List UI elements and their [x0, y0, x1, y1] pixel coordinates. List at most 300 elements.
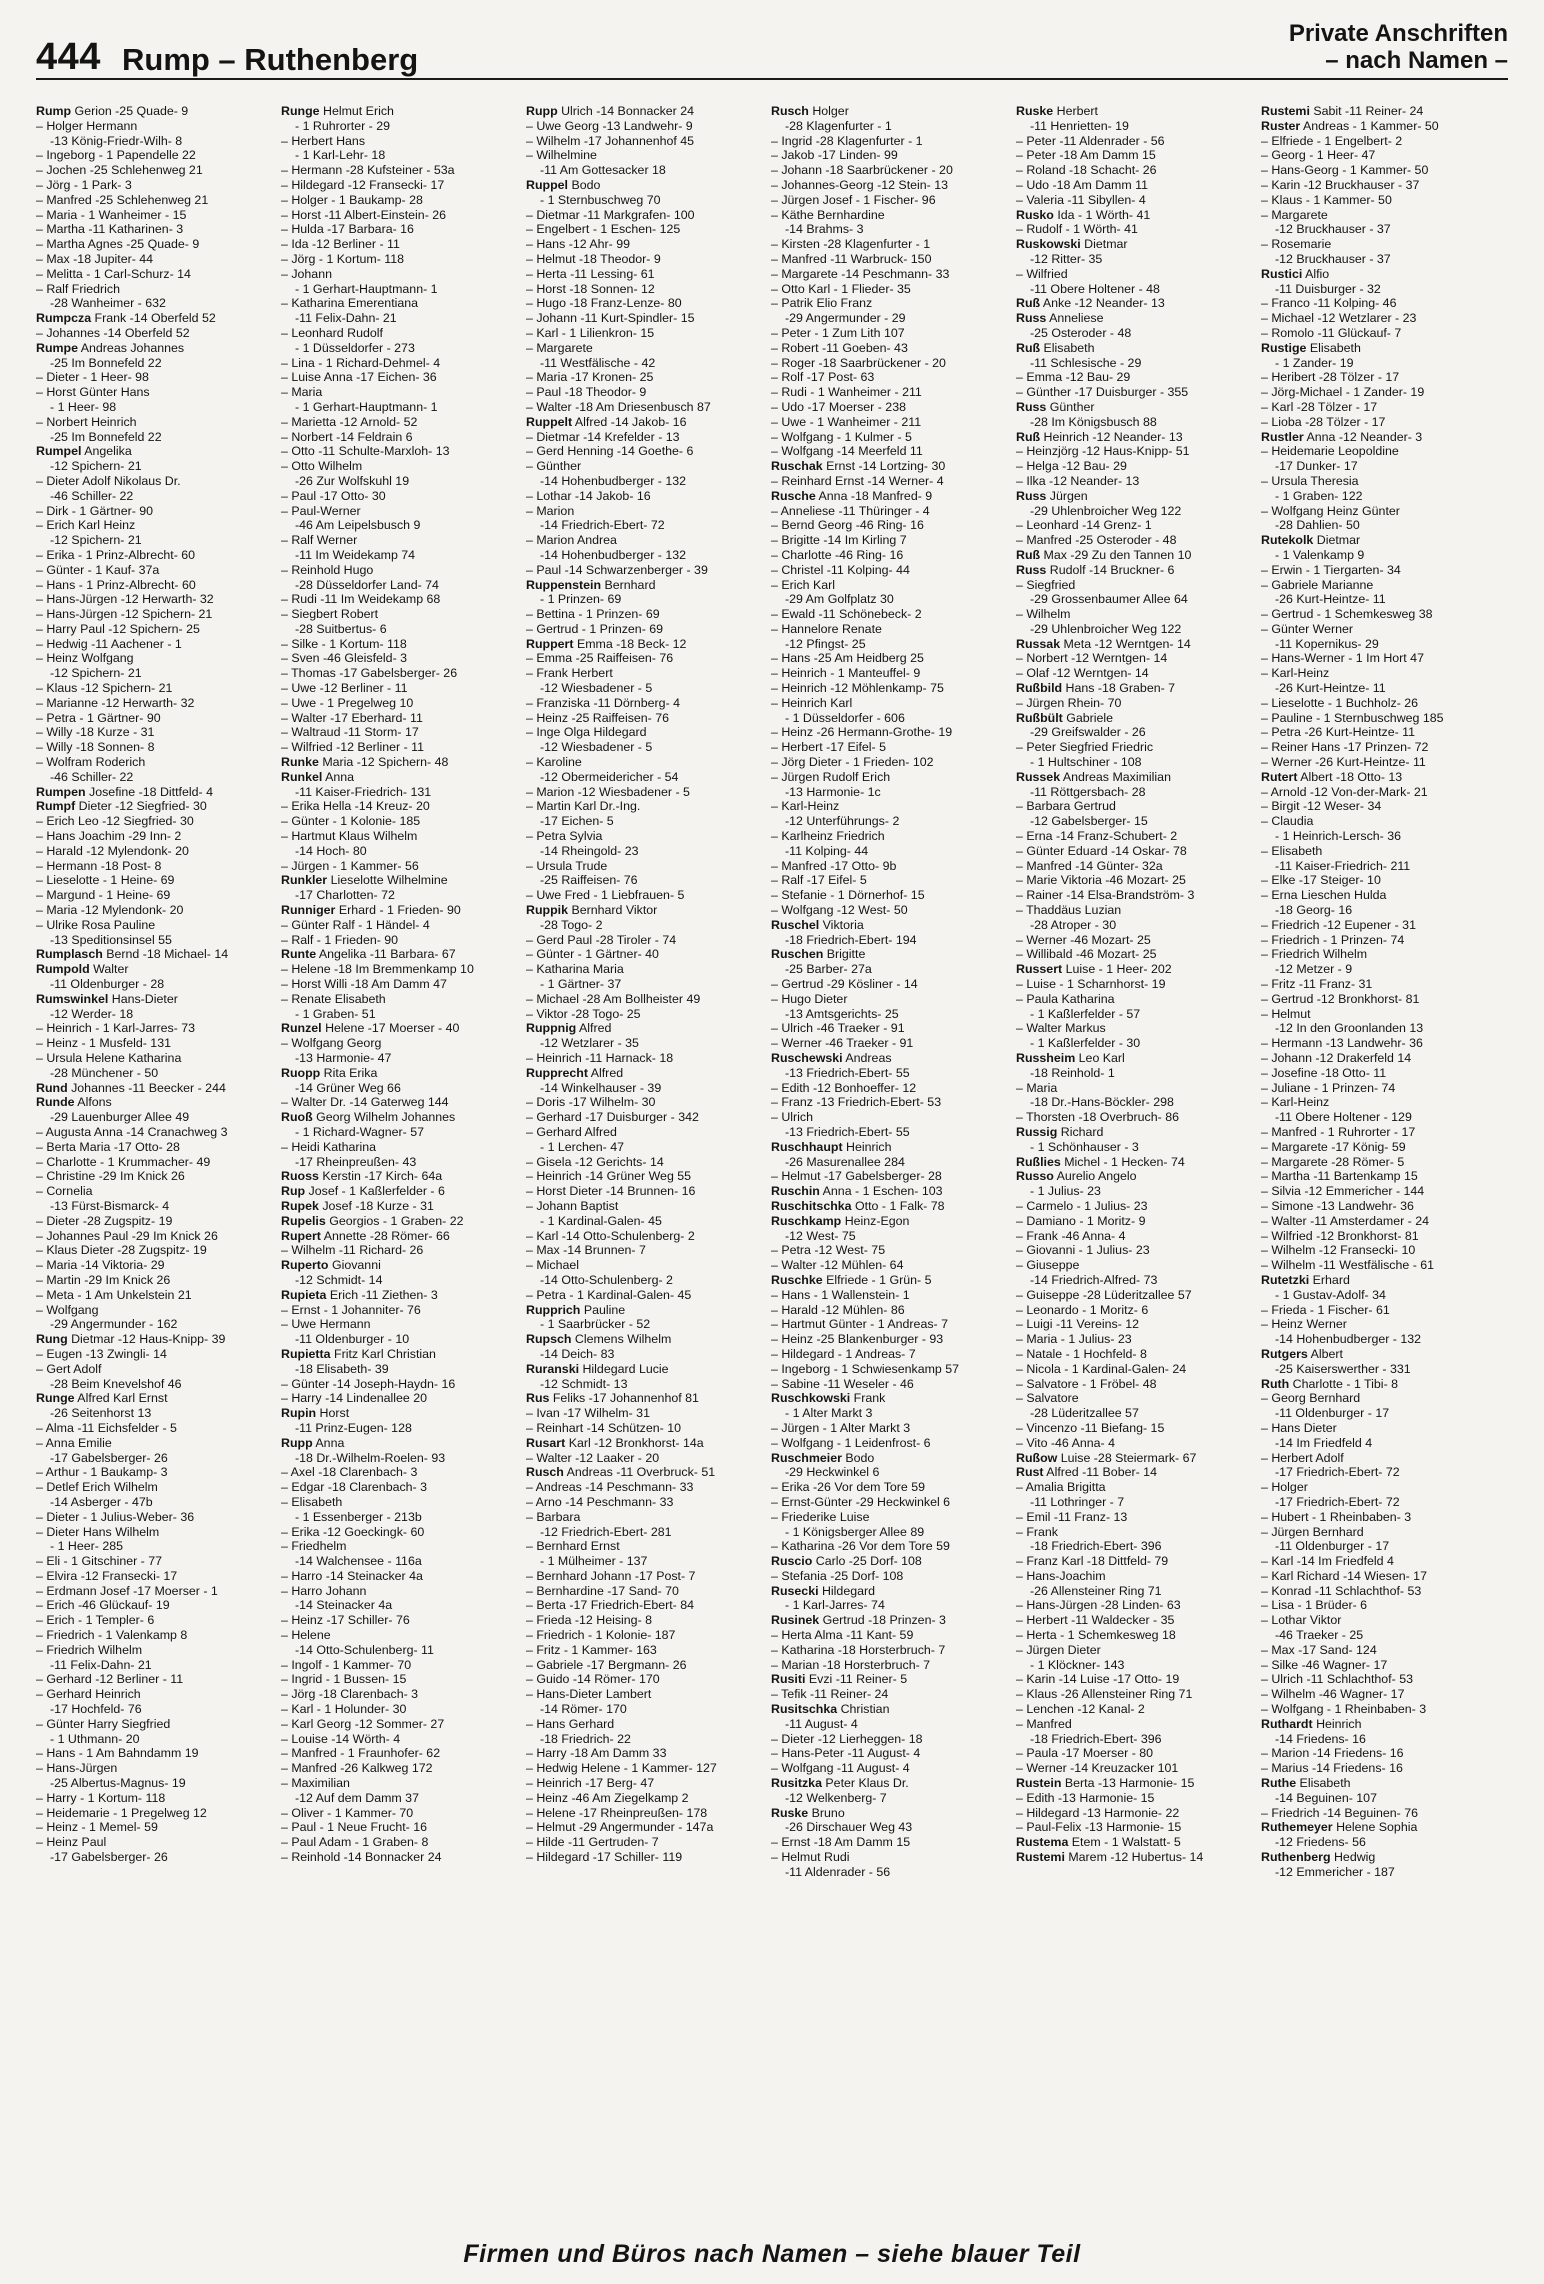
directory-entry: – Siegfried: [1016, 577, 1076, 592]
directory-entry: Russ Anneliese: [1016, 311, 1104, 326]
directory-entry: - 1 Heinrich-Lersch- 36: [1275, 829, 1402, 844]
directory-entry: – Wolfgang Georg: [281, 1036, 382, 1051]
directory-entry: – Charlotte -46 Ring- 16: [771, 547, 904, 562]
directory-entry: - 1 Mülheimer - 137: [540, 1554, 648, 1569]
directory-entry: – Rolf -17 Post- 63: [771, 370, 875, 385]
directory-entry: – Herbert Adolf: [1261, 1450, 1344, 1465]
directory-entry: – Patrik Elio Franz: [771, 296, 873, 311]
directory-entry: -29 Uhlenbroicher Weg 122: [1030, 621, 1182, 636]
directory-entry: -11 Prinz-Eugen- 128: [295, 1420, 412, 1435]
directory-entry: -13 Harmonie- 47: [295, 1051, 392, 1065]
directory-entry: – Harry - 1 Kortum- 118: [36, 1790, 166, 1805]
surname: Rupek: [281, 1198, 319, 1213]
directory-entry: Russ Rudolf -14 Bruckner- 6: [1016, 562, 1175, 577]
directory-entry: -14 Beguinen- 107: [1275, 1790, 1377, 1805]
directory-entry: Ruschitschka Otto - 1 Falk- 78: [771, 1198, 945, 1213]
directory-entry: – Wolfgang -14 Meerfeld 11: [771, 444, 923, 459]
surname: Ruscio: [771, 1554, 813, 1569]
directory-entry: – Dietmar -14 Krefelder - 13: [526, 429, 680, 444]
directory-entry: -25 Albertus-Magnus- 19: [50, 1776, 186, 1791]
directory-entry: Rumpcza Frank -14 Oberfeld 52: [36, 311, 216, 326]
directory-entry: – Heinz Paul: [36, 1835, 107, 1850]
directory-entry: - 1 Königsberger Allee 89: [785, 1524, 925, 1539]
directory-entry: – Jürgen Rudolf Erich: [771, 769, 891, 784]
directory-entry: – Norbert -14 Feldrain 6: [281, 429, 413, 444]
directory-entry: – Walter -18 Am Driesenbusch 87: [526, 399, 711, 414]
surname: Rußow: [1016, 1450, 1058, 1465]
directory-entry: – Dieter Hans Wilhelm: [36, 1524, 160, 1539]
directory-entry: – Marie Viktoria -46 Mozart- 25: [1016, 873, 1186, 888]
directory-entry: - 1 Zander- 19: [1275, 355, 1354, 370]
directory-entry: Ruskowski Dietmar: [1016, 237, 1128, 252]
directory-entry: – Wolfgang - 1 Rheinbaben- 3: [1261, 1702, 1427, 1717]
directory-entry: Rutert Albert -18 Otto- 13: [1261, 769, 1403, 784]
surname: Russheim: [1016, 1051, 1076, 1065]
directory-entry: – Ursula Theresia: [1261, 473, 1359, 488]
directory-entry: – Hedwig -11 Aachener - 1: [36, 636, 182, 651]
directory-entry: – Heinz -26 Hermann-Grothe- 19: [771, 725, 953, 740]
directory-entry: -28 Suitbertus- 6: [295, 621, 387, 636]
directory-entry: – Franz -13 Friedrich-Ebert- 53: [771, 1095, 942, 1110]
directory-entry: – Maria: [1016, 1080, 1058, 1095]
directory-entry: Ruß Elisabeth: [1016, 340, 1095, 355]
surname: Ruschhaupt: [771, 1139, 843, 1154]
surname: Ruperto: [281, 1258, 329, 1273]
directory-entry: -29 Am Golfplatz 30: [785, 592, 894, 607]
directory-entry: -28 Düsseldorfer Land- 74: [295, 577, 439, 592]
directory-entry: – Manfred - 1 Ruhrorter - 17: [1261, 1124, 1416, 1139]
directory-entry: – Guido -14 Römer- 170: [526, 1672, 660, 1687]
surname: Ruschel: [771, 917, 820, 932]
directory-entry: - 1 Graben- 51: [295, 1006, 376, 1021]
directory-entry: - 1 Gerhart-Hauptmann- 1: [295, 399, 438, 414]
directory-entry: – Arnold -12 Von-der-Mark- 21: [1261, 784, 1428, 799]
directory-entry: – Bernhard Ernst: [526, 1539, 620, 1554]
surname: Ruschke: [771, 1272, 823, 1287]
directory-entry: – Lenchen -12 Kanal- 2: [1016, 1702, 1145, 1717]
directory-entry: -14 Grüner Weg 66: [295, 1080, 401, 1095]
header-rule: [36, 78, 1508, 80]
directory-entry: – Peter -18 Am Damm 15: [1016, 148, 1156, 163]
directory-entry: – Marianne -12 Herwarth- 32: [36, 695, 195, 710]
surname: Ruske: [1016, 104, 1054, 118]
directory-entry: – Rudi -11 Im Weidekamp 68: [281, 592, 441, 607]
directory-entry: – Uwe Hermann: [281, 1317, 371, 1332]
directory-entry: Ruoss Kerstin -17 Kirch- 64a: [281, 1169, 443, 1184]
directory-entry: Ruthenberg Hedwig: [1261, 1850, 1376, 1865]
surname: Ruschin: [771, 1184, 820, 1199]
directory-entry: – Hugo Dieter: [771, 991, 848, 1006]
directory-entry: – Herta -11 Lessing- 61: [526, 266, 655, 281]
directory-entry: – Hans Joachim -29 Inn- 2: [36, 829, 182, 844]
surname: Rumpel: [36, 444, 82, 459]
directory-entry: – Frank: [1016, 1524, 1059, 1539]
directory-entry: – Wolfgang - 1 Kulmer - 5: [771, 429, 912, 444]
directory-entry: – Michael: [526, 1258, 580, 1273]
directory-entry: – Maximilian: [281, 1776, 350, 1791]
directory-entry: -17 Friedrich-Ebert- 72: [1275, 1494, 1400, 1509]
directory-entry: – Norbert Heinrich: [36, 414, 137, 429]
surname: Rumpold: [36, 962, 90, 977]
directory-entry: -28 Wanheimer - 632: [50, 296, 166, 311]
directory-entry: – Friedrich -12 Eupener - 31: [1261, 917, 1416, 932]
directory-entry: – Karl - 1 Lilienkron- 15: [526, 325, 655, 340]
directory-entry: -26 Zur Wolfskuhl 19: [295, 473, 410, 488]
directory-entry: – Paula Katharina: [1016, 991, 1115, 1006]
directory-entry: -11 Kaiser-Friedrich- 131: [295, 784, 432, 799]
directory-entry: – Paul-Werner: [281, 503, 361, 518]
directory-entry: – Heinzjörg -12 Haus-Knipp- 51: [1016, 444, 1190, 459]
directory-entry: – Hans-Georg - 1 Kammer- 50: [1261, 163, 1429, 178]
directory-entry: – Werner -26 Kurt-Heintze- 11: [1261, 755, 1426, 770]
directory-entry: – Margarete: [526, 340, 593, 355]
surname: Rusiti: [771, 1672, 806, 1687]
directory-entry: – Harry -14 Lindenallee 20: [281, 1391, 428, 1406]
directory-entry: – Konrad -11 Schlachthof- 53: [1261, 1583, 1422, 1598]
directory-entry: -46 Am Leipelsbusch 9: [295, 518, 421, 533]
surname: Rutert: [1261, 769, 1298, 784]
directory-entry: -14 Friedrich-Alfred- 73: [1030, 1272, 1158, 1287]
directory-entry: – Oliver - 1 Kammer- 70: [281, 1805, 414, 1820]
surname: Ruschkowski: [771, 1391, 851, 1406]
directory-entry: - 1 Heer- 98: [50, 399, 117, 414]
surname: Rupieta: [281, 1287, 327, 1302]
directory-entry: Rung Dietmar -12 Haus-Knipp- 39: [36, 1332, 226, 1347]
directory-entry: – Maria -12 Mylendonk- 20: [36, 903, 184, 918]
surname: Ruppel: [526, 177, 568, 192]
directory-entry: – Dietmar -11 Markgrafen- 100: [526, 207, 695, 222]
directory-entry: – Paul Adam - 1 Graben- 8: [281, 1835, 429, 1850]
directory-entry: – Walter -12 Mühlen- 64: [771, 1258, 904, 1273]
directory-entry: – Ulrich: [771, 1110, 813, 1125]
directory-entry: – Wolfgang -12 West- 50: [771, 903, 908, 918]
directory-entry: – Gertrud - 1 Schemkesweg 38: [1261, 607, 1433, 622]
directory-entry: – Otto -11 Schulte-Marxloh- 13: [281, 444, 450, 459]
directory-entry: Ruscio Carlo -25 Dorf- 108: [771, 1554, 922, 1569]
directory-entry: – Salvatore: [1016, 1391, 1079, 1406]
directory-entry: – Willy -18 Kurze - 31: [36, 725, 155, 740]
directory-entry: Ruperto Giovanni: [281, 1258, 381, 1273]
directory-entry: – Paul - 1 Neue Frucht- 16: [281, 1820, 428, 1835]
surname: Russak: [1016, 636, 1061, 651]
directory-entry: – Lioba -28 Tölzer - 17: [1261, 414, 1386, 429]
directory-entry: - 1 Sternbuschweg 70: [540, 192, 661, 207]
directory-entry: – Helene -18 Im Bremmenkamp 10: [281, 962, 474, 977]
directory-entry: – Günther -17 Duisburger - 355: [1016, 385, 1189, 400]
directory-entry: -13 Friedrich-Ebert- 55: [785, 1124, 910, 1139]
directory-entry: – Hans - 1 Wallenstein- 1: [771, 1287, 910, 1302]
directory-entry: – Gabriele Marianne: [1261, 577, 1374, 592]
directory-entry: – Johann -11 Kurt-Spindler- 15: [526, 311, 695, 326]
directory-entry: – Jürgen Dieter: [1016, 1642, 1101, 1657]
directory-entry: – Juliane - 1 Prinzen- 74: [1261, 1080, 1396, 1095]
directory-entry: – Horst -18 Sonnen- 12: [526, 281, 655, 296]
directory-entry: – Karl Richard -14 Wiesen- 17: [1261, 1568, 1427, 1583]
directory-entry: Ruschmeier Bodo: [771, 1450, 875, 1465]
directory-entry: -28 Beim Knevelshof 46: [50, 1376, 182, 1391]
directory-entry: – Klaus - 1 Kammer- 50: [1261, 192, 1392, 207]
directory-entry: – Erich - 1 Templer- 6: [36, 1613, 155, 1628]
directory-entry: Ruppelt Alfred -14 Jakob- 16: [526, 414, 687, 429]
directory-entry: Ruster Andreas - 1 Kammer- 50: [1261, 118, 1439, 133]
directory-entry: – Jörg Dieter - 1 Frieden- 102: [771, 755, 934, 770]
directory-entry: – Franco -11 Kolping- 46: [1261, 296, 1397, 311]
directory-entry: Rumswinkel Hans-Dieter: [36, 991, 178, 1006]
directory-entry: – Erna Lieschen Hulda: [1261, 888, 1387, 903]
directory-entry: – Hulda -17 Barbara- 16: [281, 222, 414, 237]
directory-entry: -14 Römer- 170: [540, 1702, 627, 1717]
directory-entry: Rupp Ulrich -14 Bonnacker 24: [526, 104, 695, 118]
directory-entry: -11 Lothringer - 7: [1030, 1494, 1125, 1509]
directory-entry: – Heinz - 1 Memel- 59: [36, 1820, 158, 1835]
directory-entry: – Sven -46 Gleisfeld- 3: [281, 651, 408, 666]
directory-entry: -18 Friedrich-Ebert- 396: [1030, 1539, 1162, 1554]
directory-entry: – Hans-Jürgen: [36, 1761, 118, 1776]
directory-entry: - 1 Heer- 285: [50, 1539, 124, 1554]
directory-entry: – Hermann -13 Landwehr- 36: [1261, 1036, 1423, 1051]
directory-entry: – Jörg - 1 Park- 3: [36, 177, 132, 192]
directory-entry: - 1 Julius- 23: [1030, 1184, 1101, 1199]
directory-entry: – Herta - 1 Schemkesweg 18: [1016, 1628, 1176, 1643]
directory-entry: – Ulrich -11 Schlachthof- 53: [1261, 1672, 1413, 1687]
directory-entry: -17 Eichen- 5: [540, 814, 614, 829]
directory-entry: -46 Traeker - 25: [1275, 1628, 1364, 1643]
directory-entry: – Friedrich - 1 Valenkamp 8: [36, 1628, 188, 1643]
directory-entry: – Heinrich Karl: [771, 695, 853, 710]
directory-entry: -12 Auf dem Damm 37: [295, 1790, 419, 1805]
directory-entry: Rumpen Josefine -18 Dittfeld- 4: [36, 784, 213, 799]
directory-entry: – Helene: [281, 1628, 331, 1643]
directory-entry: – Hans-Peter -11 August- 4: [771, 1746, 921, 1761]
directory-entry: -11 Felix-Dahn- 21: [50, 1657, 152, 1672]
directory-column-4: [771, 104, 1016, 2232]
directory-entry: – Frieda -12 Heising- 8: [526, 1613, 653, 1628]
directory-entry: – Berta -17 Friedrich-Ebert- 84: [526, 1598, 695, 1613]
surname: Rußlies: [1016, 1154, 1061, 1169]
directory-entry: – Vito -46 Anna- 4: [1016, 1435, 1115, 1450]
directory-entry: – Emil -11 Franz- 13: [1016, 1509, 1128, 1524]
directory-entry: – Manfred -14 Günter- 32a: [1016, 858, 1163, 873]
directory-entry: Rustici Alfio: [1261, 266, 1330, 281]
directory-entry: Rupp Anna: [281, 1435, 345, 1450]
directory-entry: Runniger Erhard - 1 Frieden- 90: [281, 903, 461, 918]
directory-entry: – Bernd Georg -46 Ring- 16: [771, 518, 924, 533]
directory-entry: Ruth Charlotte - 1 Tibi- 8: [1261, 1376, 1399, 1391]
directory-entry: – Barbara Gertrud: [1016, 799, 1116, 814]
surname: Rup: [281, 1184, 306, 1199]
directory-entry: – Petra Sylvia: [526, 829, 603, 844]
directory-entry: – Holger: [1261, 1480, 1308, 1495]
directory-entry: -11 Felix-Dahn- 21: [295, 311, 397, 326]
directory-entry: Runge Helmut Erich: [281, 104, 394, 118]
directory-entry: – Erich Karl Heinz: [36, 518, 136, 533]
directory-entry: – Rudi - 1 Wanheimer - 211: [771, 385, 922, 400]
directory-entry: Ruschen Brigitte: [771, 947, 866, 962]
directory-entry: - 1 Düsseldorfer - 606: [785, 710, 905, 725]
directory-entry: - 1 Valenkamp 9: [1275, 547, 1365, 562]
directory-entry: – Martin Karl Dr.-Ing.: [526, 799, 641, 814]
directory-entry: – Barbara: [526, 1509, 581, 1524]
directory-entry: Ruppik Bernhard Viktor: [526, 903, 658, 918]
directory-entry: – Marietta -12 Arnold- 52: [281, 414, 418, 429]
surname: Rumpcza: [36, 311, 92, 326]
directory-entry: – Hugo -18 Franz-Lenze- 80: [526, 296, 682, 311]
directory-entry: - 1 Saarbrücker - 52: [540, 1317, 651, 1332]
directory-entry: – Erika -26 Vor dem Tore 59: [771, 1480, 926, 1495]
surname: Ruppelt: [526, 414, 573, 429]
directory-entry: – Hans-Jürgen -12 Herwarth- 32: [36, 592, 214, 607]
directory-entry: Runzel Helene -17 Moerser - 40: [281, 1021, 460, 1036]
directory-entry: – Uwe Georg -13 Landwehr- 9: [526, 118, 693, 133]
directory-entry: – Arno -14 Peschmann- 33: [526, 1494, 674, 1509]
directory-entry: Rusiti Evzi -11 Reiner- 5: [771, 1672, 908, 1687]
directory-entry: -12 Schmidt- 13: [540, 1376, 628, 1391]
directory-entry: – Paul -18 Theodor- 9: [526, 385, 647, 400]
directory-entry: – Katharina Emerentiana: [281, 296, 419, 311]
directory-entry: – Siegbert Robert: [281, 607, 379, 622]
directory-entry: Rusart Karl -12 Bronkhorst- 14a: [526, 1435, 704, 1450]
directory-entry: -25 Raiffeisen- 76: [540, 873, 638, 888]
directory-entry: -18 Friedrich- 22: [540, 1731, 631, 1746]
directory-entry: -13 Amtsgerichts- 25: [785, 1006, 899, 1021]
directory-entry: – Margund - 1 Heine- 69: [36, 888, 171, 903]
directory-entry: – Günther: [526, 459, 582, 474]
directory-entry: -25 Osteroder - 48: [1030, 325, 1132, 340]
directory-entry: – Hans-Dieter Lambert: [526, 1687, 652, 1702]
directory-entry: – Dieter - 1 Julius-Weber- 36: [36, 1509, 195, 1524]
directory-entry: – Karl - 1 Holunder- 30: [281, 1702, 407, 1717]
directory-entry: -11 Duisburger - 32: [1275, 281, 1381, 296]
directory-entry: – Willy -18 Sonnen- 8: [36, 740, 155, 755]
directory-entry: - 1 Kaßlerfelder - 30: [1030, 1036, 1141, 1051]
directory-entry: -25 Im Bonnefeld 22: [50, 355, 162, 370]
directory-entry: Russak Meta -12 Werntgen- 14: [1016, 636, 1191, 651]
directory-entry: – Luigi -11 Vereins- 12: [1016, 1317, 1140, 1332]
directory-entry: -29 Grossenbaumer Allee 64: [1030, 592, 1188, 607]
directory-entry: Rupieta Erich -11 Ziethen- 3: [281, 1287, 438, 1302]
directory-entry: – Uwe -12 Berliner - 11: [281, 681, 408, 696]
surname: Rupprecht: [526, 1065, 588, 1080]
directory-entry: -26 Kurt-Heintze- 11: [1275, 592, 1386, 607]
directory-entry: – Harry Paul -12 Spichern- 25: [36, 621, 200, 636]
directory-entry: -14 Friedrich-Ebert- 72: [540, 518, 665, 533]
directory-entry: – Erna -14 Franz-Schubert- 2: [1016, 829, 1178, 844]
directory-entry: -11 Aldenrader - 56: [785, 1864, 891, 1879]
directory-entry: -14 Hohenbudberger - 132: [540, 547, 687, 562]
directory-entry: Rusitzka Peter Klaus Dr.: [771, 1776, 909, 1791]
directory-entry: Ruranski Hildegard Lucie: [526, 1361, 669, 1376]
directory-entry: – Andreas -14 Peschmann- 33: [526, 1480, 694, 1495]
directory-entry: – Stefania -25 Dorf- 108: [771, 1568, 904, 1583]
directory-entry: – Marian -18 Horsterbruch- 7: [771, 1657, 931, 1672]
surname: Ruthenberg: [1261, 1850, 1331, 1865]
directory-entry: – Hans-Joachim: [1016, 1568, 1106, 1583]
directory-entry: – Georg - 1 Heer- 47: [1261, 148, 1376, 163]
directory-entry: -12 Werder- 18: [50, 1006, 134, 1021]
directory-entry: – Helmut -29 Angermunder - 147a: [526, 1820, 714, 1835]
directory-entry: – Wilfried -12 Berliner - 11: [281, 740, 424, 755]
directory-entry: Ruthardt Heinrich: [1261, 1716, 1362, 1731]
directory-entry: -29 Uhlenbroicher Weg 122: [1030, 503, 1182, 518]
directory-entry: - 1 Klöckner- 143: [1030, 1657, 1125, 1672]
directory-entry: – Uwe Fred - 1 Liebfrauen- 5: [526, 888, 685, 903]
directory-entry: – Martha -11 Bartenkamp 15: [1261, 1169, 1418, 1184]
directory-entry: -11 Kolping- 44: [785, 843, 869, 858]
directory-entry: – Heinrich -17 Berg- 47: [526, 1776, 655, 1791]
directory-entry: – Michael -12 Wetzlarer - 23: [1261, 311, 1417, 326]
directory-entry: Russert Luise - 1 Heer- 202: [1016, 962, 1172, 977]
directory-entry: – Tefik -11 Reiner- 24: [771, 1687, 889, 1702]
directory-entry: – Gisela -12 Gerichts- 14: [526, 1154, 664, 1169]
directory-entry: – Hartmut Günter - 1 Andreas- 7: [771, 1317, 948, 1332]
directory-entry: – Thorsten -18 Overbruch- 86: [1016, 1110, 1179, 1125]
surname: Rupsch: [526, 1332, 572, 1347]
surname: Rustici: [1261, 266, 1303, 281]
directory-entry: – Claudia: [1261, 814, 1314, 829]
directory-entry: – Ralf Werner: [281, 533, 358, 548]
surname: Rumpen: [36, 784, 86, 799]
directory-entry: – Heinz -25 Raiffeisen- 76: [526, 710, 670, 725]
directory-entry: – Holger Hermann: [36, 118, 138, 133]
surname: Rump: [36, 104, 72, 118]
directory-entry: Rußlies Michel - 1 Hecken- 74: [1016, 1154, 1185, 1169]
directory-entry: – Leonardo - 1 Moritz- 6: [1016, 1302, 1149, 1317]
directory-entry: – Manfred: [1016, 1716, 1072, 1731]
directory-entry: – Johannes -14 Oberfeld 52: [36, 325, 190, 340]
directory-entry: – Heinrich - 1 Manteuffel- 9: [771, 666, 921, 681]
directory-entry: – Horst Willi -18 Am Damm 47: [281, 977, 447, 992]
directory-entry: – Johannes-Georg -12 Stein- 13: [771, 177, 949, 192]
directory-entry: - 1 Graben- 122: [1275, 488, 1363, 503]
directory-entry: -11 Oldenburger - 10: [295, 1332, 410, 1347]
directory-entry: -26 Dirschauer Weg 43: [785, 1820, 913, 1835]
directory-entry: Runte Angelika -11 Barbara- 67: [281, 947, 456, 962]
surname: Ruoss: [281, 1169, 319, 1184]
surname: Ruthemeyer: [1261, 1820, 1333, 1835]
directory-entry: – Friederike Luise: [771, 1509, 870, 1524]
directory-column-3: [526, 104, 771, 2232]
directory-entry: – Wilhelm: [1016, 607, 1071, 622]
surname: Rutekolk: [1261, 533, 1314, 548]
directory-entry: – Peter -11 Aldenrader - 56: [1016, 133, 1165, 148]
directory-entry: -46 Schiller- 22: [50, 769, 134, 784]
directory-entry: – Helmut -18 Theodor- 9: [526, 251, 661, 266]
directory-entry: – Erwin - 1 Tiergarten- 34: [1261, 562, 1401, 577]
directory-entry: Russheim Leo Karl: [1016, 1051, 1125, 1065]
directory-entry: – Elisabeth: [1261, 843, 1323, 858]
directory-entry: -28 Münchener - 50: [50, 1065, 159, 1080]
directory-entry: – Jakob -17 Linden- 99: [771, 148, 898, 163]
directory-entry: -13 Fürst-Bismarck- 4: [50, 1198, 170, 1213]
directory-entry: – Norbert -12 Werntgen- 14: [1016, 651, 1168, 666]
directory-entry: – Bettina - 1 Prinzen- 69: [526, 607, 660, 622]
directory-entry: – Luise - 1 Scharnhorst- 19: [1016, 977, 1166, 992]
directory-entry: -17 Rheinpreußen- 43: [295, 1154, 417, 1169]
directory-entry: Rustemi Marem -12 Hubertus- 14: [1016, 1850, 1204, 1865]
directory-entry: Rusch Andreas -11 Overbruck- 51: [526, 1465, 716, 1480]
directory-entry: – Heinz -46 Am Ziegelkamp 2: [526, 1790, 689, 1805]
directory-entry: -12 Schmidt- 14: [295, 1272, 383, 1287]
directory-entry: – Brigitte -14 Im Kirling 7: [771, 533, 907, 548]
directory-entry: – Johann Baptist: [526, 1198, 619, 1213]
directory-entry: – Herbert Hans: [281, 133, 366, 148]
directory-entry: Rustema Etem - 1 Walstatt- 5: [1016, 1835, 1181, 1850]
directory-entry: – Helga -12 Bau- 29: [1016, 459, 1127, 474]
directory-entry: -14 Steinacker 4a: [295, 1598, 393, 1613]
directory-entry: – Peter - 1 Zum Lith 107: [771, 325, 905, 340]
directory-entry: – Uwe - 1 Wanheimer - 211: [771, 414, 922, 429]
directory-entry: Ruschak Ernst -14 Lortzing- 30: [771, 459, 946, 474]
